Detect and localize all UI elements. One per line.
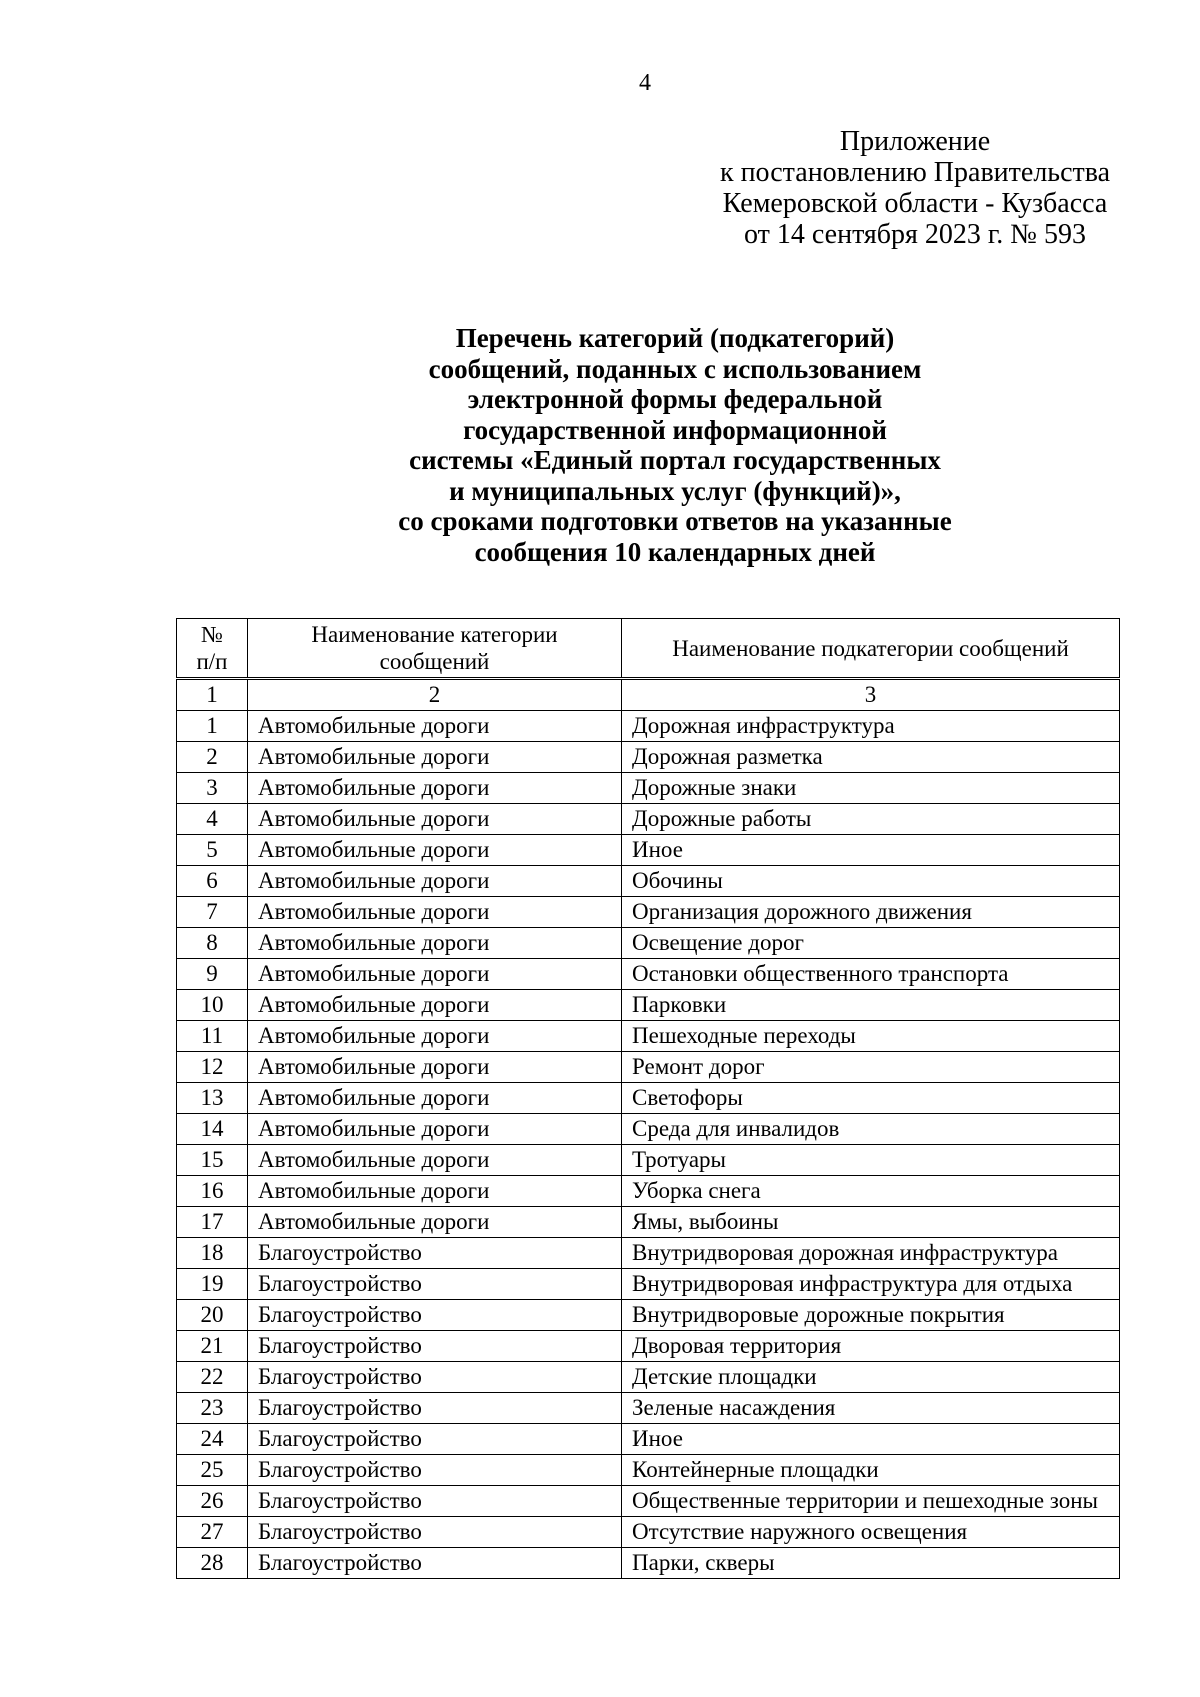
row-subcategory: Дорожная инфраструктура	[622, 711, 1120, 742]
row-subcategory: Зеленые насаждения	[622, 1393, 1120, 1424]
row-category: Благоустройство	[248, 1486, 622, 1517]
row-number: 16	[177, 1176, 248, 1207]
row-number: 7	[177, 897, 248, 928]
row-number: 11	[177, 1021, 248, 1052]
row-number: 10	[177, 990, 248, 1021]
row-category: Автомобильные дороги	[248, 928, 622, 959]
categories-table	[176, 618, 1120, 1579]
row-subcategory: Остановки общественного транспорта	[622, 959, 1120, 990]
table-row	[177, 1052, 1120, 1083]
row-number: 20	[177, 1300, 248, 1331]
table-row	[177, 1300, 1120, 1331]
row-subcategory: Тротуары	[622, 1145, 1120, 1176]
table-row	[177, 1207, 1120, 1238]
title-line: сообщения 10 календарных дней	[474, 536, 876, 567]
row-number: 21	[177, 1331, 248, 1362]
table-header-row	[177, 619, 1120, 679]
row-number: 12	[177, 1052, 248, 1083]
row-category: Благоустройство	[248, 1269, 622, 1300]
row-number: 15	[177, 1145, 248, 1176]
row-number: 19	[177, 1269, 248, 1300]
row-category: Благоустройство	[248, 1238, 622, 1269]
row-category: Благоустройство	[248, 1331, 622, 1362]
row-subcategory: Иное	[622, 1424, 1120, 1455]
row-category: Автомобильные дороги	[248, 773, 622, 804]
row-category: Автомобильные дороги	[248, 1145, 622, 1176]
row-number: 24	[177, 1424, 248, 1455]
table-row	[177, 835, 1120, 866]
row-subcategory: Уборка снега	[622, 1176, 1120, 1207]
row-category: Автомобильные дороги	[248, 1021, 622, 1052]
table-row	[177, 1238, 1120, 1269]
row-number: 8	[177, 928, 248, 959]
row-category: Автомобильные дороги	[248, 835, 622, 866]
header-category: Наименование категории сообщений	[248, 619, 622, 679]
column-number: 2	[248, 679, 622, 711]
table-row	[177, 711, 1120, 742]
row-category: Автомобильные дороги	[248, 742, 622, 773]
row-category: Благоустройство	[248, 1424, 622, 1455]
table-row	[177, 1269, 1120, 1300]
page-number: 4	[639, 70, 651, 96]
row-subcategory: Парковки	[622, 990, 1120, 1021]
row-category: Автомобильные дороги	[248, 959, 622, 990]
table-row	[177, 742, 1120, 773]
row-category: Автомобильные дороги	[248, 711, 622, 742]
table-row	[177, 1362, 1120, 1393]
table-row	[177, 1331, 1120, 1362]
row-subcategory: Парки, скверы	[622, 1548, 1120, 1579]
row-subcategory: Светофоры	[622, 1083, 1120, 1114]
table-row	[177, 1114, 1120, 1145]
table-row	[177, 959, 1120, 990]
title-line: со сроками подготовки ответов на указанные	[398, 506, 952, 536]
appendix-line: Приложение	[839, 126, 991, 157]
appendix-line: Кемеровской области - Кузбасса	[722, 188, 1108, 219]
row-subcategory: Освещение дорог	[622, 928, 1120, 959]
row-number: 1	[177, 711, 248, 742]
row-subcategory: Организация дорожного движения	[622, 897, 1120, 928]
header-number-line2: п/п	[196, 649, 228, 674]
header-subcategory: Наименование подкатегории сообщений	[622, 619, 1120, 679]
row-subcategory: Контейнерные площадки	[622, 1455, 1120, 1486]
row-number: 2	[177, 742, 248, 773]
row-subcategory: Общественные территории и пешеходные зоны	[622, 1486, 1120, 1517]
table-row	[177, 1176, 1120, 1207]
row-subcategory: Обочины	[622, 866, 1120, 897]
row-number: 28	[177, 1548, 248, 1579]
row-subcategory: Дорожная разметка	[622, 742, 1120, 773]
row-category: Автомобильные дороги	[248, 866, 622, 897]
table-row	[177, 990, 1120, 1021]
row-subcategory: Внутридворовые дорожные покрытия	[622, 1300, 1120, 1331]
row-subcategory: Пешеходные переходы	[622, 1021, 1120, 1052]
table-row	[177, 1393, 1120, 1424]
row-subcategory: Ямы, выбоины	[622, 1207, 1120, 1238]
row-category: Автомобильные дороги	[248, 990, 622, 1021]
row-category: Благоустройство	[248, 1300, 622, 1331]
row-number: 22	[177, 1362, 248, 1393]
title-line: Перечень категорий (подкатегорий)	[455, 323, 895, 353]
column-number: 3	[622, 679, 1120, 711]
row-number: 14	[177, 1114, 248, 1145]
table-row	[177, 1517, 1120, 1548]
table-row	[177, 1455, 1120, 1486]
table-row	[177, 804, 1120, 835]
table-row	[177, 773, 1120, 804]
row-category: Благоустройство	[248, 1455, 622, 1486]
table-row	[177, 1486, 1120, 1517]
row-subcategory: Ремонт дорог	[622, 1052, 1120, 1083]
row-category: Автомобильные дороги	[248, 1176, 622, 1207]
appendix-line: к постановлению Правительства	[719, 157, 1111, 188]
appendix-block	[680, 126, 1150, 250]
row-number: 3	[177, 773, 248, 804]
row-subcategory: Внутридворовая дорожная инфраструктура	[622, 1238, 1120, 1269]
row-number: 26	[177, 1486, 248, 1517]
row-number: 25	[177, 1455, 248, 1486]
row-category: Автомобильные дороги	[248, 1052, 622, 1083]
row-subcategory: Внутридворовая инфраструктура для отдыха	[622, 1269, 1120, 1300]
row-subcategory: Дорожные работы	[622, 804, 1120, 835]
title-line: сообщений, поданных с использованием	[428, 353, 922, 384]
row-category: Благоустройство	[248, 1548, 622, 1579]
appendix-line: от 14 сентября 2023 г. № 593	[744, 219, 1086, 250]
row-subcategory: Отсутствие наружного освещения	[622, 1517, 1120, 1548]
row-category: Автомобильные дороги	[248, 897, 622, 928]
row-category: Благоустройство	[248, 1362, 622, 1393]
table-row	[177, 928, 1120, 959]
title-line: системы «Единый портал государственных	[409, 445, 941, 475]
table-row	[177, 1548, 1120, 1579]
table-row	[177, 1145, 1120, 1176]
column-numbers-row	[177, 679, 1120, 711]
column-number: 1	[177, 679, 248, 711]
row-number: 18	[177, 1238, 248, 1269]
row-subcategory: Дорожные знаки	[622, 773, 1120, 804]
row-number: 23	[177, 1393, 248, 1424]
title-line: государственной информационной	[463, 414, 887, 445]
header-number	[177, 619, 248, 679]
header-number-line1: №	[201, 622, 223, 647]
row-number: 13	[177, 1083, 248, 1114]
row-category: Автомобильные дороги	[248, 1207, 622, 1238]
table-body	[177, 619, 1120, 1579]
row-subcategory: Среда для инвалидов	[622, 1114, 1120, 1145]
table-row	[177, 1424, 1120, 1455]
row-category: Благоустройство	[248, 1393, 622, 1424]
table-row	[177, 1083, 1120, 1114]
document-title	[330, 323, 1020, 567]
row-number: 27	[177, 1517, 248, 1548]
row-number: 6	[177, 866, 248, 897]
row-subcategory: Детские площадки	[622, 1362, 1120, 1393]
row-number: 17	[177, 1207, 248, 1238]
row-category: Автомобильные дороги	[248, 804, 622, 835]
table-row	[177, 897, 1120, 928]
row-number: 4	[177, 804, 248, 835]
table-row	[177, 866, 1120, 897]
title-line: и муниципальных услуг (функций)»,	[449, 475, 901, 506]
title-line: электронной формы федеральной	[467, 384, 883, 414]
row-category: Благоустройство	[248, 1517, 622, 1548]
row-subcategory: Иное	[622, 835, 1120, 866]
row-category: Автомобильные дороги	[248, 1114, 622, 1145]
row-subcategory: Дворовая территория	[622, 1331, 1120, 1362]
row-number: 9	[177, 959, 248, 990]
table-row	[177, 1021, 1120, 1052]
row-category: Автомобильные дороги	[248, 1083, 622, 1114]
row-number: 5	[177, 835, 248, 866]
